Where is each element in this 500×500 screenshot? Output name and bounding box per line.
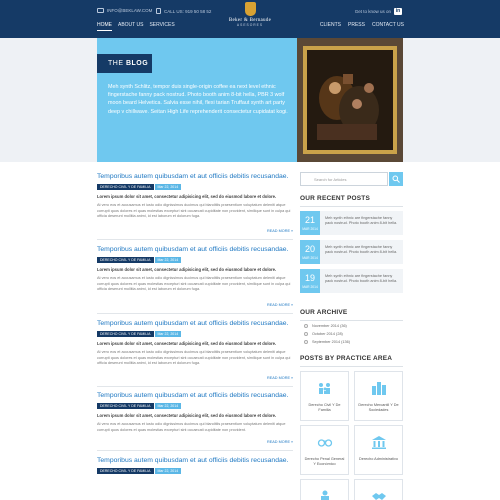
post-title[interactable]: Temporibus autem quibusdam et aut officiis debitis recusandae. [97,246,289,253]
post-title[interactable]: Temporibus autem quibusdam et aut officiis debitis recusandae. [97,392,289,399]
post-date: Mar 22, 2014 [155,331,182,337]
read-more-link[interactable]: READ MORE » [267,229,294,233]
post-date: Mar 22, 2014 [155,403,182,409]
archive-item[interactable] [304,332,343,336]
archive-bullet-icon [304,340,308,344]
post-meta [97,184,293,190]
logo-subtitle: ASESORES [236,23,264,27]
painting-graphic [297,38,403,162]
social-text: Get to know us on [354,9,391,14]
practice-area-card[interactable] [300,425,349,475]
post-lead: Lorem ipsum dolor sit amet, consectetur adipisicing elit, sed do eiusmod labore et dolore. [97,413,277,418]
page-title [97,54,152,73]
section-divider [300,206,403,207]
post-body: At vero eos et accusamus et iusto odio dignissimos ducimus qui blanditiis praesentium voluptatum deleniti atque corrupti quos dolores et quas molestias excepturi sint occaecati cupiditate non provident, similique sunt in culpa qui officia deserunt mollitia animi, id est laborum et dolorum fuga. [97,203,291,219]
read-more-link[interactable]: READ MORE » [267,376,294,380]
post-body: At vero eos et accusamus et iusto odio dignissimos ducimus qui blanditiis praesentium voluptatum deleniti atque corrupti quos dolores et quas molestias excepturi sint occaecati cupiditate non provident. [97,422,286,432]
practice-area-label: Derecho Mercantil Y De Sociedades [358,403,399,412]
recent-post-day: 20 [304,244,315,254]
phone-info [156,8,211,14]
practice-area-label: Derecho Penal General Y Económico [304,457,345,466]
recent-post-date [300,269,320,293]
family-icon [317,381,333,395]
logo-name: Beker & Bernaude [228,18,272,23]
email-info[interactable] [97,8,152,13]
page-title-bold: BLOG [125,60,149,67]
archive-label: November 2014 (36) [312,324,347,328]
post-body: At vero eos et accusamus et iusto odio dignissimos ducimus qui blanditiis praesentium voluptatum deleniti atque corrupti quos dolores et quas molestias excepturi sint occaecati cupiditate non provident, similique sunt in culpa qui officia deserunt mollitia animi, id est laborum et dolorum fuga. [97,350,291,366]
blog-post [97,172,293,220]
page-title-light: THE [108,60,126,67]
blog-post [97,456,293,474]
post-date: Mar 22, 2014 [155,468,182,474]
archive-bullet-icon [304,332,308,336]
nav-about-us[interactable]: ABOUT US [118,22,144,28]
recent-posts-heading: OUR RECENT POSTS [300,195,371,202]
recent-post-text: Meh synth ethnic are fingerstache fanny pack nostrud. Photo booth anim 8-bit hella. [325,216,398,226]
nav-services[interactable]: SERVICES [149,22,175,28]
archive-heading: OUR ARCHIVE [300,309,348,316]
recent-post-day: 19 [304,273,315,283]
blog-post [97,319,293,367]
nav-contact-us[interactable]: CONTACT US [371,22,404,28]
recent-post-item[interactable] [300,211,403,235]
post-divider [97,450,293,451]
category-tag[interactable]: DERECHO CIVIL Y DE FAMILIA [97,257,154,263]
practice-area-heading: POSTS BY PRACTICE AREA [300,355,393,362]
recent-post-item[interactable] [300,269,403,293]
recent-post-month: MAR 2014 [302,227,318,231]
site-logo[interactable] [220,2,280,27]
blog-post [97,245,293,293]
hero-painting-image [297,38,403,162]
post-meta [97,403,293,409]
post-divider [97,239,293,240]
read-more-link[interactable]: READ MORE » [267,440,294,444]
post-body: At vero eos et accusamus et iusto odio dignissimos ducimus qui blanditiis praesentium voluptatum deleniti atque corrupti quos dolores et quas molestias excepturi sint occaecati cupiditate non provident, similique sunt in culpa qui officia deserunt mollitia animi, id est laborum et dolorum fuga. [97,276,291,292]
handcuffs-icon [317,435,333,449]
recent-post-month: MAR 2014 [302,285,318,289]
archive-item[interactable] [304,324,347,328]
mail-icon [97,8,104,13]
section-divider [300,320,403,321]
site-header [0,0,500,38]
post-lead: Lorem ipsum dolor sit amet, consectetur adipisicing elit, sed do eiusmod labore et dolore. [97,341,277,346]
post-date: Mar 22, 2014 [155,184,182,190]
search-box [300,172,403,186]
recent-post-month: MAR 2014 [302,256,318,260]
post-meta [97,468,293,474]
blog-post [97,391,293,433]
phone-icon [156,8,161,14]
post-meta [97,331,293,337]
buildings-icon [371,381,387,395]
recent-post-item[interactable] [300,240,403,264]
post-title[interactable]: Temporibus autem quibusdam et aut officiis debitis recusandae. [97,320,289,327]
archive-label: September 2014 (136) [312,340,350,344]
archive-item[interactable] [304,340,350,344]
recent-post-date [300,240,320,264]
recent-post-text: Meh synth ethnic are fingerstache fanny pack nostrud. Photo booth anim 8-bit hella. [325,245,398,255]
recent-post-day: 21 [304,215,315,225]
post-lead: Lorem ipsum dolor sit amet, consectetur adipisicing elit, sed do eiusmod labore et dolore. [97,267,277,272]
practice-area-label: Derecho Civil Y De Familia [308,403,341,412]
post-divider [97,386,293,387]
archive-label: October 2014 (28) [312,332,343,336]
post-lead: Lorem ipsum dolor sit amet, consectetur adipisicing elit, sed do eiusmod labore et dolore. [97,194,277,199]
practice-area-card[interactable] [354,479,403,500]
worker-icon [317,489,333,500]
section-divider [300,366,403,367]
category-tag[interactable]: DERECHO CIVIL Y DE FAMILIA [97,331,154,337]
handshake-icon [371,489,387,500]
practice-area-card[interactable] [354,371,403,421]
post-title[interactable]: Temporibus autem quibusdam et aut officiis debitis recusandae. [97,173,289,180]
practice-area-card[interactable] [354,425,403,475]
recent-post-date [300,211,320,235]
search-button[interactable] [389,172,403,186]
nav-press[interactable]: PRESS [348,22,365,28]
phone-text: CALL US: 919 50 58 52 [164,8,212,14]
crest-icon [245,2,256,16]
right-nav [320,22,404,28]
nav-home[interactable]: HOME [97,22,112,31]
institution-icon [371,435,387,449]
social-bar [355,8,402,15]
search-icon [392,175,400,183]
search-input[interactable]: Search for Articles [300,172,388,186]
recent-post-text: Meh synth ethnic are fingerstache fanny pack nostrud. Photo booth anim 8-bit hella. [325,274,398,284]
category-tag[interactable]: DERECHO CIVIL Y DE FAMILIA [97,184,154,190]
read-more-link[interactable]: READ MORE » [267,303,294,307]
post-title[interactable]: Temporibus autem quibusdam et aut officiis debitis recusandae. [97,457,289,464]
hero-text: Meh synth Schlitz, tempor duis single-origin coffee ea next level ethnic fingerstache fanny pack nostrud. Photo booth anim 8-bit hella, PBR 3 wolf moon beard Helvetica. Salvia esse nihil, flexi tarian Truffaut synth art party deep v chillwave. Seitan High Life reprehenderit consectetur cupidatat kogi. [108,84,288,115]
archive-bullet-icon [304,324,308,328]
post-date: Mar 22, 2014 [155,257,182,263]
post-meta [97,257,293,263]
category-tag[interactable]: DERECHO CIVIL Y DE FAMILIA [97,403,154,409]
linkedin-icon[interactable]: in [395,8,401,14]
practice-area-label: Derecho Administrativo [358,457,399,461]
practice-area-card[interactable] [300,371,349,421]
post-divider [97,313,293,314]
email-text: INFO@BEKLAW.COM [107,8,153,13]
nav-clients[interactable]: CLIENTS [319,22,341,28]
practice-area-card[interactable] [300,479,349,500]
main-nav [97,22,175,31]
category-tag[interactable]: DERECHO CIVIL Y DE FAMILIA [97,468,154,474]
